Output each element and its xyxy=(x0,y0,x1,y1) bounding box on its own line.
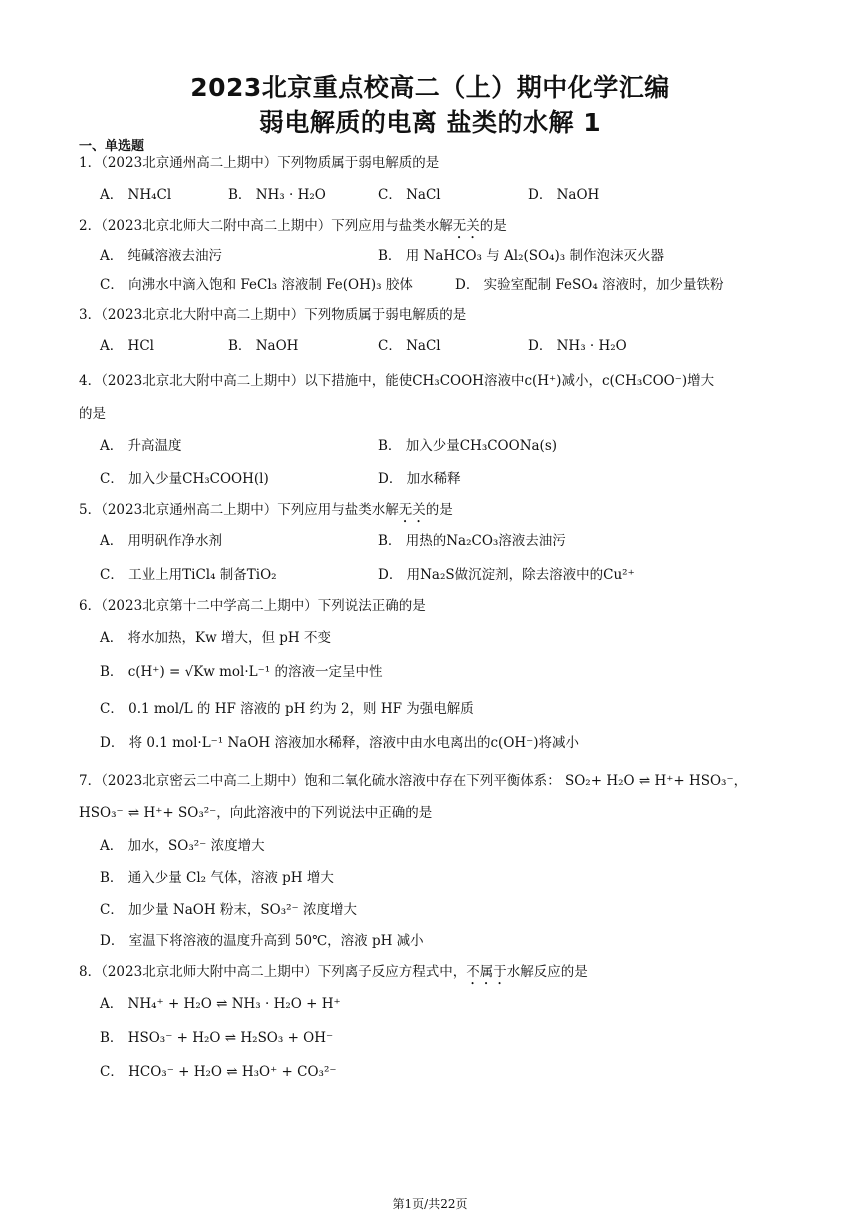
q3-option-d: D． NH₃ · H₂O xyxy=(528,338,627,354)
question-2-stem xyxy=(79,217,507,242)
section-heading: 一、单选题 xyxy=(79,139,145,154)
q7-option-d: D． 室温下将溶液的温度升高到 50℃，溶液 pH 减小 xyxy=(100,933,424,949)
question-4-stem: 4．（2023北京北大附中高二上期中）以下措施中，能使CH₃COOH溶液中c(H⁺)减小，c(CH₃COO⁻)增大 xyxy=(79,373,715,389)
q4-option-b: B． 加入少量CH₃COONa(s) xyxy=(378,438,558,454)
q5-option-c: C． 工业上用TiCl₄ 制备TiO₂ xyxy=(100,567,277,583)
q1-option-b: B． NH₃ · H₂O xyxy=(228,187,326,203)
q8-option-a: A． NH₄⁺ + H₂O ⇌ NH₃ · H₂O + H⁺ xyxy=(100,996,341,1012)
q3-option-a: A． HCl xyxy=(100,338,154,354)
question-7-stem-cont: HSO₃⁻ ⇌ H⁺+ SO₃²⁻，向此溶液中的下列说法中正确的是 xyxy=(79,805,433,821)
q7-option-a: A． 加水，SO₃²⁻ 浓度增大 xyxy=(100,838,265,854)
q4-option-c: C． 加入少量CH₃COOH(l) xyxy=(100,471,269,487)
q3-option-b: B． NaOH xyxy=(228,338,299,354)
q2-option-d: D． 实验室配制 FeSO₄ 溶液时，加少量铁粉 xyxy=(455,277,724,293)
q8-stem-emphasis: 不属于 xyxy=(466,964,507,980)
question-1-stem: 1．（2023北京通州高二上期中）下列物质属于弱电解质的是 xyxy=(79,155,440,171)
question-4-stem-cont: 的是 xyxy=(79,406,106,422)
q5-option-a: A． 用明矾作净水剂 xyxy=(100,533,223,549)
q6-option-a: A． 将水加热，Kw 增大，但 pH 不变 xyxy=(100,630,331,646)
q6-option-b: B． c(H⁺) = √Kw mol·L⁻¹ 的溶液一定呈中性 xyxy=(100,664,383,680)
q2-option-b: B． 用 NaHCO₃ 与 Al₂(SO₄)₃ 制作泡沫灭火器 xyxy=(378,248,664,264)
q5-option-d: D． 用Na₂S做沉淀剂，除去溶液中的Cu²⁺ xyxy=(378,567,635,583)
q8-stem-pre: 8．（2023北京北师大附中高二上期中）下列离子反应方程式中， xyxy=(79,964,467,980)
q2-stem-post: 的是 xyxy=(479,218,507,234)
q8-option-b: B． HSO₃⁻ + H₂O ⇌ H₂SO₃ + OH⁻ xyxy=(100,1030,334,1046)
q6-option-c: C． 0.1 mol/L 的 HF 溶液的 pH 约为 2，则 HF 为强电解质 xyxy=(100,701,474,717)
page-footer: 第1页/共22页 xyxy=(392,1197,468,1211)
q1-option-a: A． NH₄Cl xyxy=(100,187,172,203)
q2-option-a: A． 纯碱溶液去油污 xyxy=(100,248,223,264)
q3-option-c: C． NaCl xyxy=(378,338,441,354)
q5-stem-post: 的是 xyxy=(425,502,453,518)
q6-option-d: D． 将 0.1 mol·L⁻¹ NaOH 溶液加水稀释，溶液中由水电离出的c(OH⁻)将减小 xyxy=(100,735,580,751)
q4-option-a: A． 升高温度 xyxy=(100,438,182,454)
q2-stem-pre: 2．（2023北京北师大二附中高二上期中）下列应用与盐类水解 xyxy=(79,218,453,234)
q1-option-c: C． NaCl xyxy=(378,187,441,203)
q5-option-b: B． 用热的Na₂CO₃溶液去油污 xyxy=(378,533,566,549)
q5-stem-emphasis: 无关 xyxy=(398,502,426,518)
document-subtitle: 弱电解质的电离 盐类的水解 1 xyxy=(258,108,602,137)
document-title: 2023北京重点校高二（上）期中化学汇编 xyxy=(190,73,670,102)
question-6-stem: 6．（2023北京第十二中学高二上期中）下列说法正确的是 xyxy=(79,598,426,614)
question-8-stem xyxy=(79,963,588,988)
q8-stem-post: 水解反应的是 xyxy=(506,964,588,980)
q2-option-c: C． 向沸水中滴入饱和 FeCl₃ 溶液制 Fe(OH)₃ 胶体 xyxy=(100,277,413,293)
q5-stem-pre: 5．（2023北京通州高二上期中）下列应用与盐类水解 xyxy=(79,502,399,518)
question-5-stem xyxy=(79,501,453,526)
question-7-stem: 7．（2023北京密云二中高二上期中）饱和二氧化硫水溶液中存在下列平衡体系： SO₂+ H₂O ⇌ H⁺+ HSO₃⁻， xyxy=(79,773,748,789)
q4-option-d: D． 加水稀释 xyxy=(378,471,461,487)
q1-option-d: D． NaOH xyxy=(528,187,600,203)
q7-option-c: C． 加少量 NaOH 粉末，SO₃²⁻ 浓度增大 xyxy=(100,902,357,918)
q8-option-c: C． HCO₃⁻ + H₂O ⇌ H₃O⁺ + CO₃²⁻ xyxy=(100,1064,337,1080)
q7-option-b: B． 通入少量 Cl₂ 气体，溶液 pH 增大 xyxy=(100,870,334,886)
question-3-stem: 3．（2023北京北大附中高二上期中）下列物质属于弱电解质的是 xyxy=(79,307,467,323)
q2-stem-emphasis: 无关 xyxy=(452,218,480,234)
